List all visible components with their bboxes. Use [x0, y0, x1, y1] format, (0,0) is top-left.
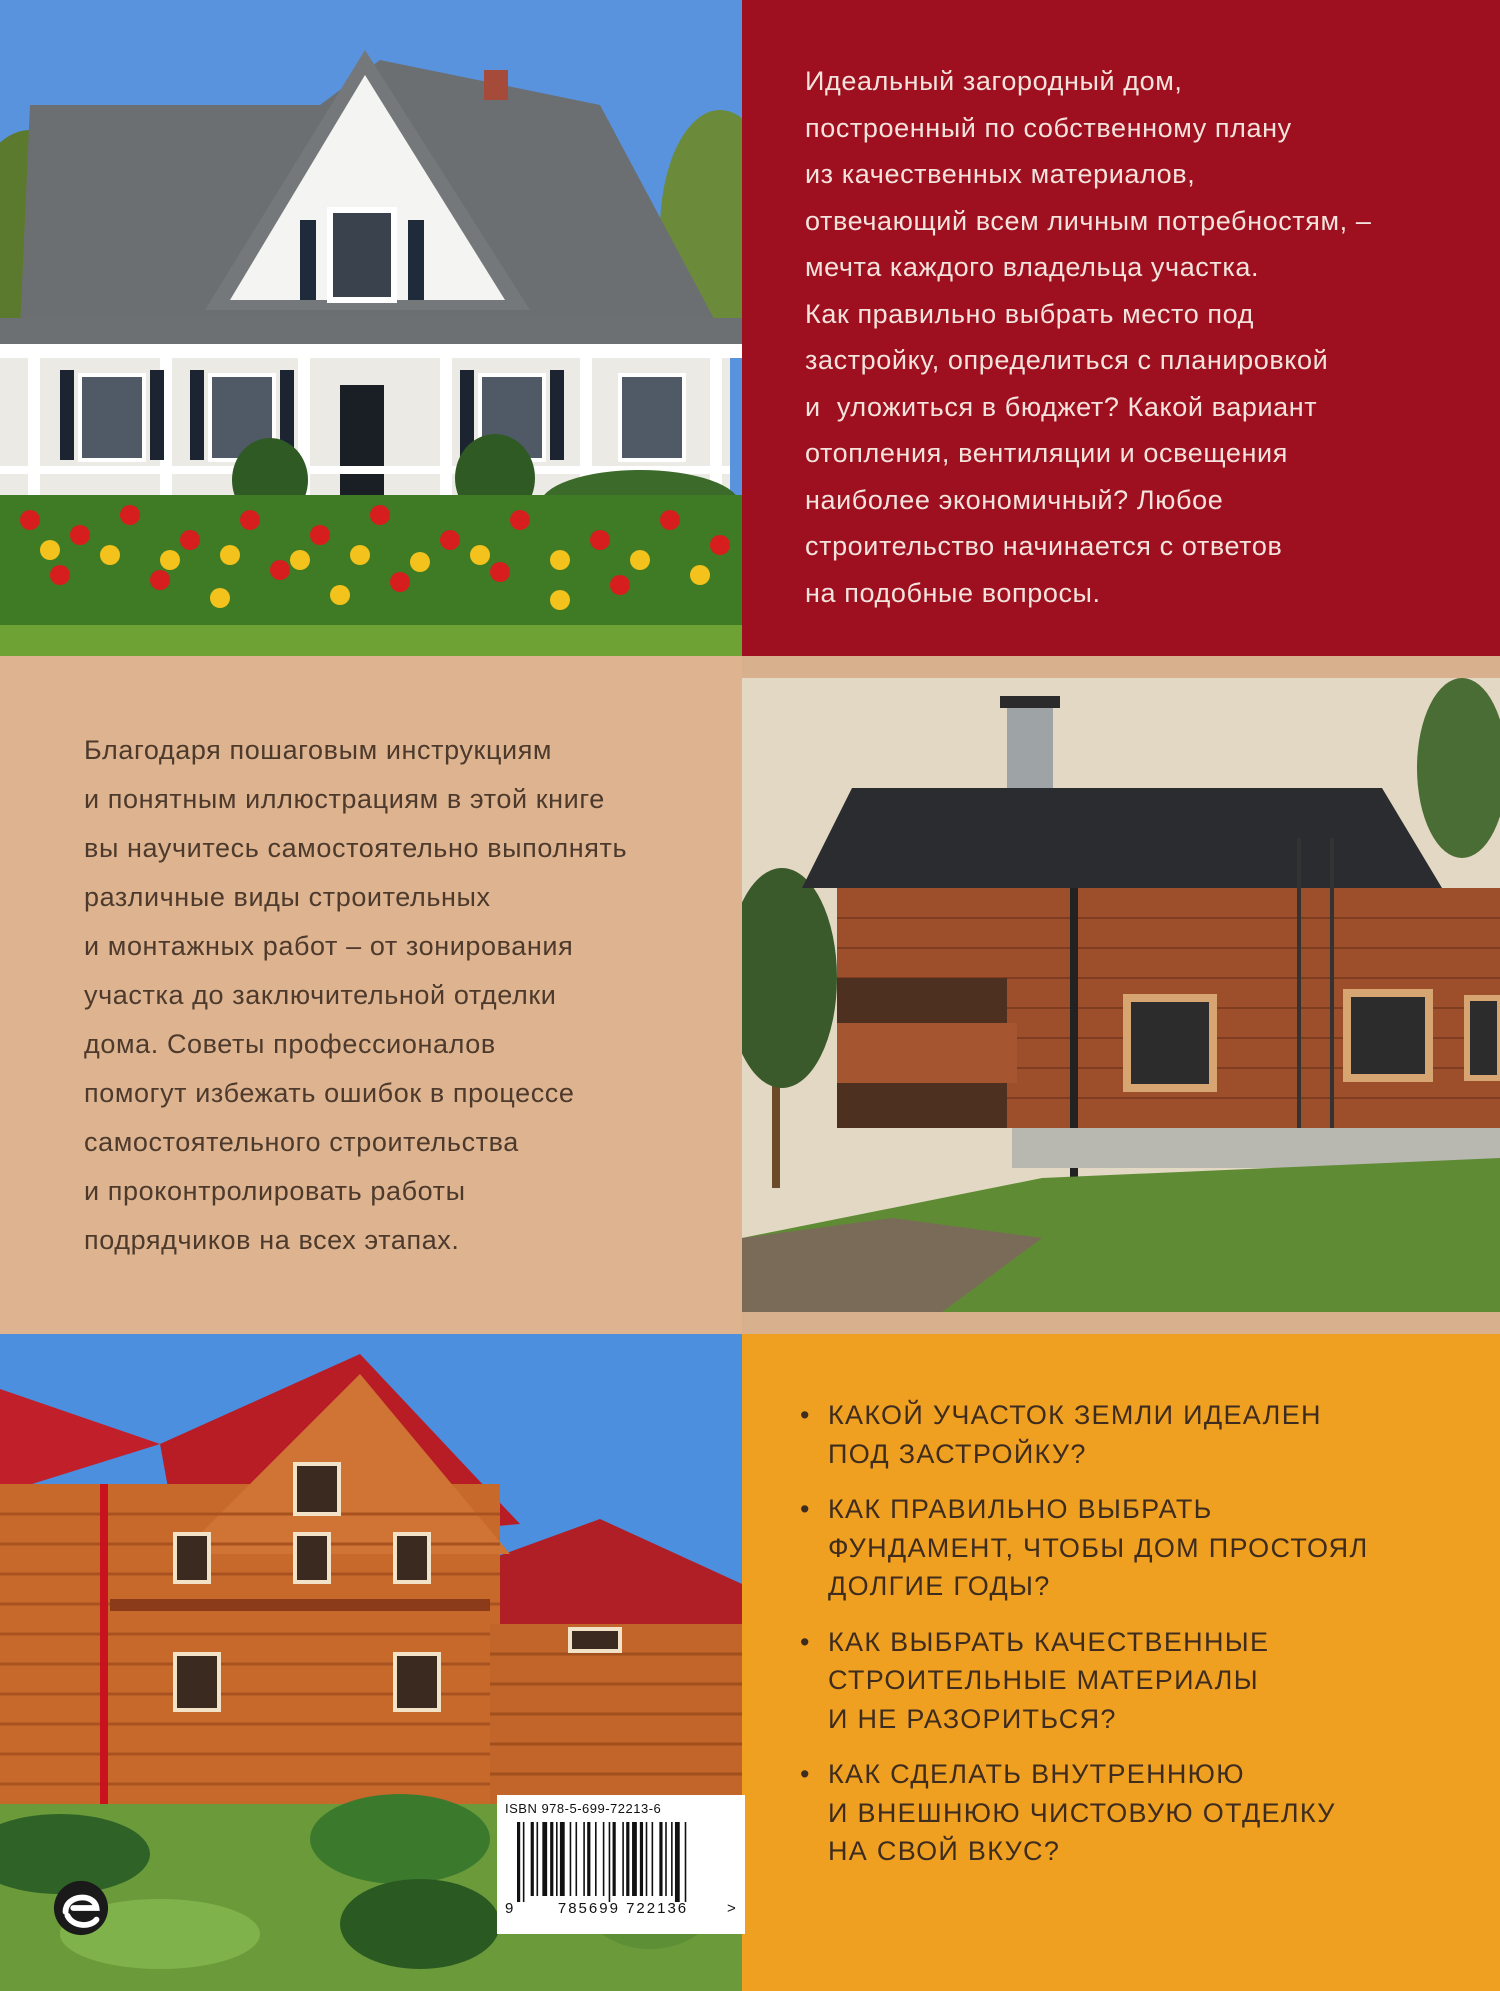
description-line: различные виды строительных: [84, 882, 491, 912]
barcode-bar: [671, 1822, 673, 1896]
barcode-bar: [646, 1822, 648, 1896]
question-line: СТРОИТЕЛЬНЫЕ МАТЕРИАЛЫ: [828, 1665, 1259, 1695]
intro-line: отопления, вентиляции и освещения: [805, 438, 1288, 468]
description-line: участка до заключительной отделки: [84, 980, 557, 1010]
question-item: [800, 1490, 1450, 1606]
description-line: помогут избежать ошибок в процессе: [84, 1078, 575, 1108]
barcode-bar: [640, 1822, 643, 1896]
description-line: дома. Советы профессионалов: [84, 1029, 496, 1059]
intro-line: наиболее экономичный? Любое: [805, 484, 1224, 515]
bullet-icon: •: [800, 1759, 811, 1789]
intro-line: мечта каждого владельца участка.: [805, 252, 1260, 282]
photo-white-farmhouse: [0, 0, 742, 656]
bullet-icon: •: [800, 1626, 811, 1657]
description-paragraph: [84, 726, 724, 1265]
barcode-bar: [583, 1822, 585, 1896]
barcode-bar: [665, 1822, 667, 1896]
barcode-bar: [587, 1822, 590, 1896]
description-line: подрядчиков на всех этапах.: [84, 1225, 460, 1255]
question-line: И НЕ РАЗОРИТЬСЯ?: [828, 1703, 1117, 1734]
farmhouse-illustration: [0, 0, 742, 656]
timber-house-illustration: [742, 678, 1500, 1312]
intro-paragraph: [805, 58, 1455, 616]
barcode-bar: [517, 1822, 520, 1902]
intro-line: застройку, определиться с планировкой: [805, 345, 1329, 375]
isbn-label: ISBN 978-5-699-72213-6: [505, 1801, 662, 1816]
barcode-bar: [632, 1822, 637, 1896]
question-item: [800, 1755, 1450, 1871]
question-item: [800, 1623, 1450, 1739]
barcode-bar: [537, 1822, 539, 1896]
questions-list: [800, 1396, 1450, 1888]
intro-line: и уложиться в бюджет? Какой вариант: [805, 391, 1318, 422]
eksmo-logo-icon: [52, 1878, 110, 1938]
question-line: И ВНЕШНЮЮ ЧИСТОВУЮ ОТДЕЛКУ: [828, 1797, 1336, 1828]
question-line: НА СВОЙ ВКУС?: [828, 1836, 1061, 1866]
intro-line: из качественных материалов,: [805, 159, 1196, 189]
barcode-digit-right: >: [727, 1900, 736, 1916]
barcode-bar: [556, 1822, 558, 1896]
barcode-digits: 785699 722136: [557, 1900, 689, 1916]
barcode-bars: [505, 1820, 737, 1916]
description-line: и проконтролировать работы: [84, 1176, 466, 1206]
barcode-bar: [550, 1822, 553, 1896]
barcode-bar: [622, 1822, 624, 1896]
barcode-bar: [570, 1822, 572, 1896]
questions-panel: [742, 1334, 1500, 1991]
intro-line: построенный по собственному плану: [805, 112, 1292, 143]
barcode-bar: [685, 1822, 687, 1902]
description-line: и понятным иллюстрациям в этой книге: [84, 784, 605, 814]
isbn-barcode: [497, 1795, 745, 1934]
barcode-bar: [609, 1822, 611, 1902]
description-line: самостоятельного строительства: [84, 1127, 519, 1157]
intro-line: Как правильно выбрать место под: [805, 298, 1255, 329]
description-line: вы научитесь самостоятельно выполнять: [84, 833, 628, 863]
barcode-digit-left: 9: [505, 1900, 514, 1916]
question-line: КАК ПРАВИЛЬНО ВЫБРАТЬ: [828, 1494, 1213, 1524]
barcode-bar: [523, 1822, 525, 1902]
question-line: КАКОЙ УЧАСТОК ЗЕМЛИ ИДЕАЛЕН: [828, 1400, 1322, 1430]
barcode-bar: [542, 1822, 547, 1896]
barcode-bar: [595, 1822, 597, 1896]
barcode-bar: [531, 1822, 534, 1896]
barcode-bar: [576, 1822, 578, 1896]
description-text-panel: [0, 656, 742, 1334]
description-line: и монтажных работ – от зонирования: [84, 931, 574, 961]
description-line: Благодаря пошаговым инструкциям: [84, 735, 553, 765]
intro-line: на подобные вопросы.: [805, 577, 1101, 608]
intro-line: Идеальный загородный дом,: [805, 66, 1183, 96]
barcode-bar: [603, 1822, 605, 1896]
question-line: ДОЛГИЕ ГОДЫ?: [828, 1571, 1051, 1601]
question-line: КАК СДЕЛАТЬ ВНУТРЕННЮЮ: [828, 1759, 1245, 1789]
intro-line: строительство начинается с ответов: [805, 531, 1283, 561]
question-line: ФУНДАМЕНТ, ЧТОБЫ ДОМ ПРОСТОЯЛ: [828, 1532, 1369, 1563]
barcode-bar: [626, 1822, 629, 1896]
intro-line: отвечающий всем личным потребностям, –: [805, 205, 1372, 236]
bullet-icon: •: [800, 1494, 811, 1524]
barcode-bar: [675, 1822, 680, 1902]
barcode-bar: [659, 1822, 662, 1896]
photo-timber-house: [742, 678, 1500, 1312]
question-item: [800, 1396, 1450, 1473]
question-line: КАК ВЫБРАТЬ КАЧЕСТВЕННЫЕ: [828, 1626, 1270, 1657]
barcode-bar: [652, 1822, 654, 1896]
bullet-icon: •: [800, 1400, 811, 1430]
intro-text-panel: [742, 0, 1500, 656]
barcode-bar: [560, 1822, 565, 1896]
question-line: ПОД ЗАСТРОЙКУ?: [828, 1438, 1087, 1469]
barcode-bar: [613, 1822, 616, 1896]
